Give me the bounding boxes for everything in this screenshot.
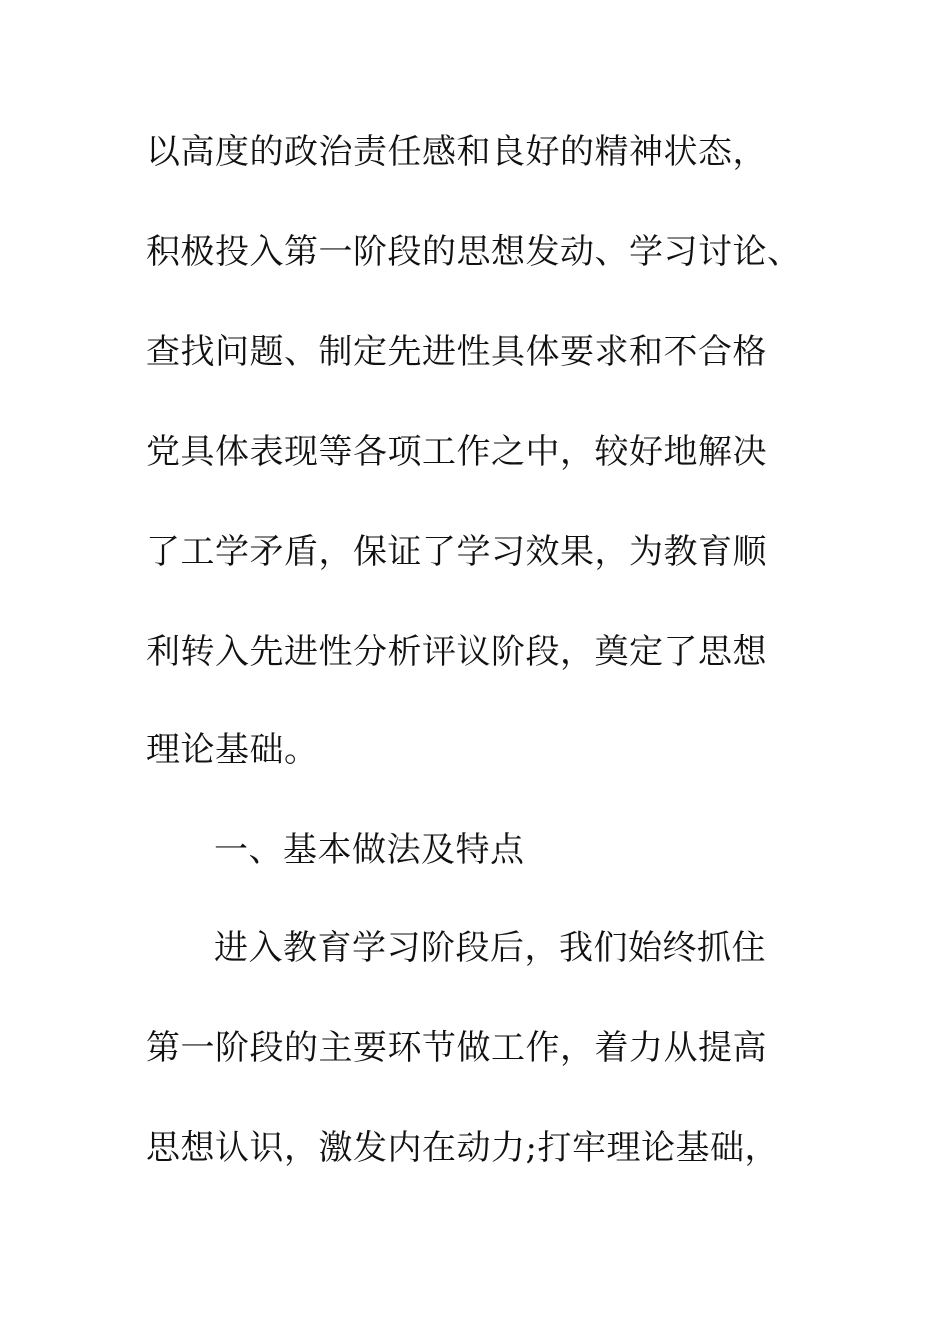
paragraph-first-line: 进入教育学习阶段后，我们始终抓住	[214, 928, 766, 968]
text-line: 以高度的政治责任感和良好的精神状态，	[146, 132, 767, 172]
text-line: 党具体表现等各项工作之中，较好地解决	[146, 432, 767, 472]
text-line: 理论基础。	[146, 730, 319, 770]
text-line: 了工学矛盾，保证了学习效果，为教育顺	[146, 532, 767, 572]
text-line: 查找问题、制定先进性具体要求和不合格	[146, 332, 767, 372]
text-line: 思想认识，激发内在动力;打牢理论基础，	[146, 1128, 779, 1168]
section-heading: 一、基本做法及特点	[214, 830, 525, 870]
text-line: 利转入先进性分析评议阶段，奠定了思想	[146, 632, 767, 672]
text-line: 积极投入第一阶段的思想发动、学习讨论、	[146, 232, 802, 272]
text-line: 第一阶段的主要环节做工作，着力从提高	[146, 1028, 767, 1068]
